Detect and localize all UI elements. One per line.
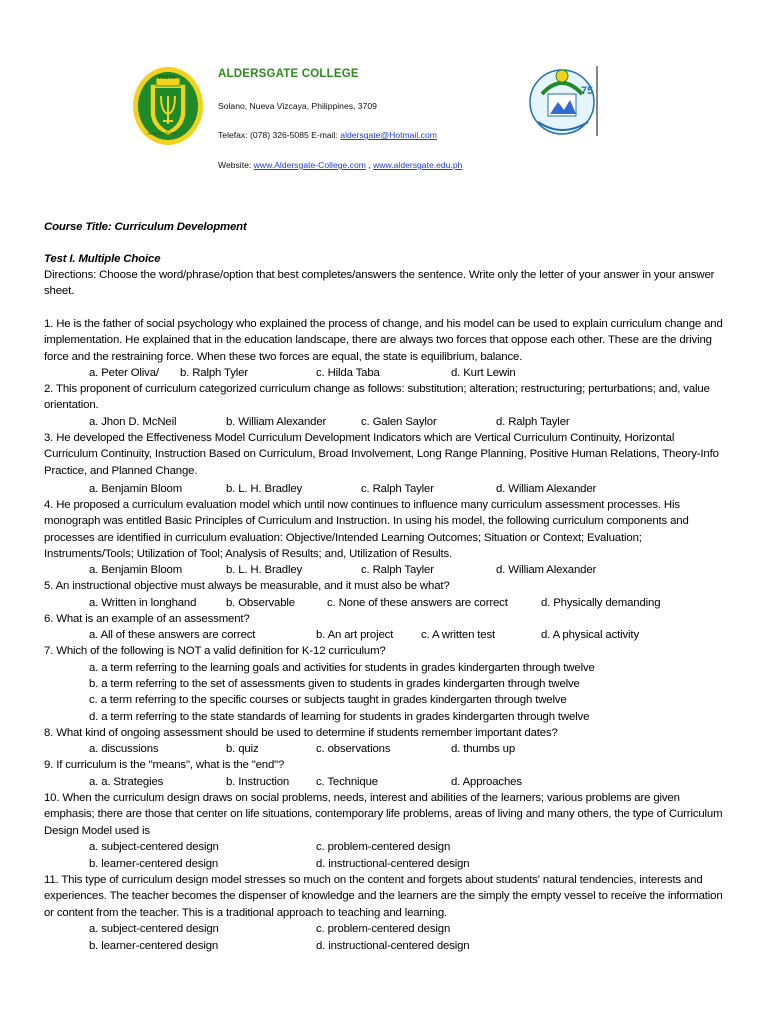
question-1: 1. He is the father of social psychology who explained the process of change, and his model can be used to explain curriculum change and implementation. He explained that in the education landscape, there are always two forces that oppose each other. These are the driving force and the restraining force. When these two forces are equal, the state is equilibrium, balance.	[44, 318, 723, 363]
directions: Directions: Choose the word/phrase/option that best completes/answers the sentence. Write only the letter of your answer in your answer sheet.	[44, 269, 715, 298]
option-d[interactable]: d. William Alexander	[496, 483, 597, 495]
option-b[interactable]: b. William Alexander	[226, 416, 327, 428]
question-6: 6. What is an example of an assessment?	[44, 613, 250, 625]
question-10-options-row1	[0, 839, 768, 855]
option-d[interactable]: d. thumbs up	[451, 743, 516, 755]
website-separator: ,	[365, 160, 374, 170]
question-7-option-d[interactable]: d. a term referring to the state standards of learning for students in grades kindergarten through twelve	[89, 711, 590, 723]
option-b[interactable]: b. Ralph Tyler	[180, 367, 248, 379]
option-c[interactable]: c. None of these answers are correct	[327, 597, 508, 609]
question-3-options	[0, 481, 768, 497]
question-6-options	[0, 627, 768, 643]
option-d[interactable]: d. instructional-centered design	[316, 940, 470, 952]
question-10: 10. When the curriculum design draws on social problems, needs, interest and abilities of the learners; various problems are given emphasis; there are those that center on life situations, contemporary life problems, areas of living and many others, the type of Curriculum Design Model used is	[44, 792, 723, 837]
option-a[interactable]: a. subject-centered design	[89, 841, 219, 853]
question-9: 9. If curriculum is the "means", what is the "end"?	[44, 759, 285, 771]
option-c[interactable]: c. A written test	[421, 629, 496, 641]
question-8: 8. What kind of ongoing assessment should be used to determine if students remember important dates?	[44, 727, 558, 739]
option-d[interactable]: d. Approaches	[451, 776, 522, 788]
option-c[interactable]: c. Ralph Tayler	[361, 564, 434, 576]
option-b[interactable]: b. L. H. Bradley	[226, 564, 303, 576]
question-7: 7. Which of the following is NOT a valid definition for K-12 curriculum?	[44, 645, 386, 657]
option-b[interactable]: b. quiz	[226, 743, 259, 755]
option-a[interactable]: a. Jhon D. McNeil	[89, 416, 177, 428]
question-7-option-c[interactable]: c. a term referring to the specific courses or subjects taught in grades kindergarten through twelve	[89, 694, 567, 706]
option-c[interactable]: c. Technique	[316, 776, 378, 788]
question-10-options-row2	[0, 856, 768, 872]
option-c[interactable]: c. problem-centered design	[316, 841, 451, 853]
option-b[interactable]: b. Instruction	[226, 776, 290, 788]
question-11-options-row1	[0, 921, 768, 937]
college-name: ALDERSGATE COLLEGE	[218, 68, 359, 80]
option-d[interactable]: d. instructional-centered design	[316, 858, 470, 870]
option-c[interactable]: c. Ralph Tayler	[361, 483, 434, 495]
website-link-2[interactable]: www.aldersgate.edu.ph	[373, 160, 463, 170]
website-link-1[interactable]: www.Aldersgate-College.com	[253, 160, 366, 170]
telefax-text: Telefax: (078) 326-5085 E-mail:	[218, 130, 341, 140]
svg-text:75: 75	[581, 85, 594, 97]
question-11-options-row2	[0, 938, 768, 954]
option-a[interactable]: a. subject-centered design	[89, 923, 219, 935]
question-2: 2. This proponent of curriculum categorized curriculum change as follows: substitution; alteration; restructuring; perturbations; and, value orientation.	[44, 383, 710, 412]
option-a[interactable]: a. Peter Oliva/	[89, 367, 159, 379]
option-c[interactable]: c. observations	[316, 743, 391, 755]
website-label: Website:	[218, 160, 254, 170]
option-d[interactable]: d. Kurt Lewin	[451, 367, 516, 379]
question-3: 3. He developed the Effectiveness Model Curriculum Development Indicators which are Vertical Curriculum Continuity, Horizontal Curriculum Continuity, Instruction Based on Curriculum, Broad Involvement, Long Range Planning, Positive Human Relations, Theory-Info Practice, and Planned Change.	[44, 432, 719, 477]
option-a[interactable]: a. All of these answers are correct	[89, 629, 256, 641]
option-c[interactable]: c. problem-centered design	[316, 923, 451, 935]
option-b[interactable]: b. L. H. Bradley	[226, 483, 303, 495]
option-d[interactable]: d. William Alexander	[496, 564, 597, 576]
question-7-option-b[interactable]: b. a term referring to the set of assessments given to students in grades kindergarten through twelve	[89, 678, 580, 690]
question-7-option-a[interactable]: a. a term referring to the learning goals and activities for students in grades kindergarten through twelve	[89, 662, 595, 674]
email-link[interactable]: aldersgate@Hotmail.com	[340, 130, 437, 140]
option-d[interactable]: d. Ralph Tayler	[496, 416, 570, 428]
right-seal-logo	[528, 64, 604, 140]
option-d[interactable]: d. Physically demanding	[541, 597, 661, 609]
college-website	[218, 160, 462, 170]
college-contact	[218, 130, 437, 140]
option-a[interactable]: a. Benjamin Bloom	[89, 483, 183, 495]
question-9-options	[0, 774, 768, 790]
question-2-options	[0, 414, 768, 430]
question-5-options	[0, 595, 768, 611]
option-b[interactable]: b. An art project	[316, 629, 394, 641]
question-8-options	[0, 741, 768, 757]
test-title: Test I. Multiple Choice	[44, 253, 161, 265]
question-4: 4. He proposed a curriculum evaluation model which until now continues to influence many curriculum assessment processes. His monograph was entitled Basic Principles of Curriculum and Instruction. In using his model, the following curriculum components and processes are identified in curriculum evaluation: Objective/Intended Learning Outcomes; Situation or Context; Evaluation; Instruments/Tools; Utilization of Tool; Analysis of Results; and, Utilization of Results.	[44, 499, 689, 560]
question-5: 5. An instructional objective must always be measurable, and it must also be what?	[44, 580, 450, 592]
left-seal-bottom-text: ALDERSGATE	[147, 131, 177, 136]
option-c[interactable]: c. Hilda Taba	[316, 367, 380, 379]
course-title: Course Title: Curriculum Development	[44, 221, 247, 233]
college-address: Solano, Nueva Vizcaya, Philippines, 3709	[218, 101, 377, 111]
option-a[interactable]: a. Benjamin Bloom	[89, 564, 183, 576]
question-4-options	[0, 562, 768, 578]
option-a[interactable]: a. a. Strategies	[89, 776, 164, 788]
option-d[interactable]: d. A physical activity	[541, 629, 639, 641]
question-1-options	[0, 365, 768, 381]
option-b[interactable]: b. learner-centered design	[89, 940, 219, 952]
left-seal-top-text: TROTH	[158, 75, 176, 81]
question-11: 11. This type of curriculum design model stresses so much on the content and forgets about students' natural tendencies, interests and experiences. The teacher becomes the dispenser of knowledge and the learners are the simply the empty vessel to receive the information or content from the teacher. This is a traditional approach to teaching and learning.	[44, 874, 723, 919]
option-a[interactable]: a. discussions	[89, 743, 159, 755]
option-c[interactable]: c. Galen Saylor	[361, 416, 437, 428]
option-a[interactable]: a. Written in longhand	[89, 597, 197, 609]
option-b[interactable]: b. learner-centered design	[89, 858, 219, 870]
option-b[interactable]: b. Observable	[226, 597, 295, 609]
